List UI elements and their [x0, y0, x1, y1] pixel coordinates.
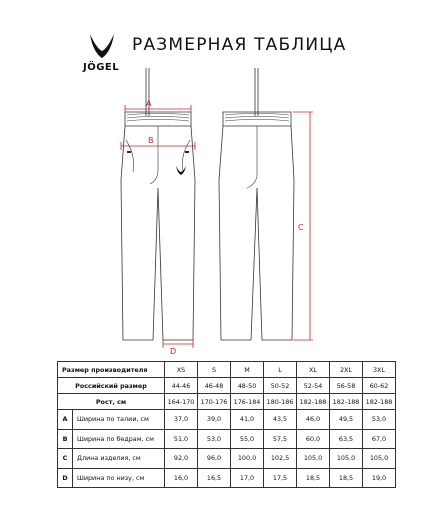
- measurement-value: 16,5: [198, 468, 231, 488]
- pants-logo-icon: [176, 166, 186, 175]
- height-cell: 180-186: [264, 394, 297, 410]
- back-pants-outline: [219, 68, 294, 340]
- table-row-russian-size: [58, 378, 396, 394]
- measurement-letter: B: [58, 429, 73, 449]
- measurement-value: 105,0: [330, 449, 363, 469]
- measurement-letter: D: [58, 468, 73, 488]
- dimension-d-label: D: [170, 347, 177, 356]
- russian-size-cell: 56-58: [330, 378, 363, 394]
- measurement-value: 57,5: [264, 429, 297, 449]
- size-cell: 3XL: [363, 362, 396, 378]
- size-cell: L: [264, 362, 297, 378]
- height-cell: 182-188: [363, 394, 396, 410]
- dimension-d-marker: [163, 340, 193, 356]
- measurement-value: 51,0: [165, 429, 198, 449]
- height-cell: 164-170: [165, 394, 198, 410]
- measurement-value: 100,0: [231, 449, 264, 469]
- manufacturer-size-label: Размер производителя: [58, 362, 165, 378]
- page-title: РАЗМЕРНАЯ ТАБЛИЦА: [132, 35, 347, 55]
- size-table: [57, 361, 396, 488]
- dimension-a-marker: [125, 99, 191, 112]
- measurement-value: 102,5: [264, 449, 297, 469]
- size-cell: XL: [297, 362, 330, 378]
- table-row-height: [58, 394, 396, 410]
- measurement-value: 55,0: [231, 429, 264, 449]
- dimension-c-label: C: [298, 223, 304, 232]
- dimension-b-label: B: [148, 136, 154, 145]
- russian-size-cell: 52-54: [297, 378, 330, 394]
- russian-size-cell: 48-50: [231, 378, 264, 394]
- pants-technical-drawing: [0, 60, 428, 360]
- measurement-value: 19,0: [363, 468, 396, 488]
- brand-name: JÖGEL: [83, 62, 120, 73]
- size-cell: M: [231, 362, 264, 378]
- measurement-value: 49,5: [330, 410, 363, 430]
- measurement-value: 18,5: [297, 468, 330, 488]
- table-row-measurement: [58, 468, 396, 488]
- height-cell: 182-188: [297, 394, 330, 410]
- measurement-value: 53,0: [198, 429, 231, 449]
- measurement-value: 67,0: [363, 429, 396, 449]
- russian-size-cell: 44-46: [165, 378, 198, 394]
- measurement-value: 105,0: [297, 449, 330, 469]
- measurement-value: 39,0: [198, 410, 231, 430]
- measurement-value: 17,5: [264, 468, 297, 488]
- dimension-a-label: A: [146, 99, 152, 108]
- measurement-value: 37,0: [165, 410, 198, 430]
- measurement-label: Длина изделия, см: [73, 449, 165, 469]
- measurement-value: 46,0: [297, 410, 330, 430]
- russian-size-cell: 46-48: [198, 378, 231, 394]
- height-label: Рост, см: [58, 394, 165, 410]
- measurement-label: Ширина по талии, см: [73, 410, 165, 430]
- front-pocket-trim: [185, 151, 189, 153]
- height-cell: 182-188: [330, 394, 363, 410]
- table-row-measurement: [58, 429, 396, 449]
- height-cell: 176-184: [231, 394, 264, 410]
- table-row-measurement: [58, 449, 396, 469]
- measurement-value: 96,0: [198, 449, 231, 469]
- jogel-logo-icon: [88, 33, 116, 59]
- size-cell: 2XL: [330, 362, 363, 378]
- measurement-value: 43,5: [264, 410, 297, 430]
- front-pocket-trim: [127, 151, 131, 153]
- measurement-value: 41,0: [231, 410, 264, 430]
- russian-size-label: Российский размер: [58, 378, 165, 394]
- measurement-value: 17,0: [231, 468, 264, 488]
- height-cell: 170-176: [198, 394, 231, 410]
- measurement-label: Ширина по низу, см: [73, 468, 165, 488]
- measurement-value: 63,5: [330, 429, 363, 449]
- dimension-c-marker: [293, 112, 313, 340]
- measurement-value: 60,0: [297, 429, 330, 449]
- measurement-value: 53,0: [363, 410, 396, 430]
- table-row-measurement: [58, 410, 396, 430]
- measurement-value: 105,0: [363, 449, 396, 469]
- measurement-value: 18,5: [330, 468, 363, 488]
- measurement-value: 16,0: [165, 468, 198, 488]
- measurement-letter: C: [58, 449, 73, 469]
- measurement-letter: A: [58, 410, 73, 430]
- size-cell: S: [198, 362, 231, 378]
- measurement-label: Ширина по бедрам, см: [73, 429, 165, 449]
- measurement-value: 92,0: [165, 449, 198, 469]
- russian-size-cell: 60-62: [363, 378, 396, 394]
- size-cell: XS: [165, 362, 198, 378]
- table-row-manufacturer-size: [58, 362, 396, 378]
- russian-size-cell: 50-52: [264, 378, 297, 394]
